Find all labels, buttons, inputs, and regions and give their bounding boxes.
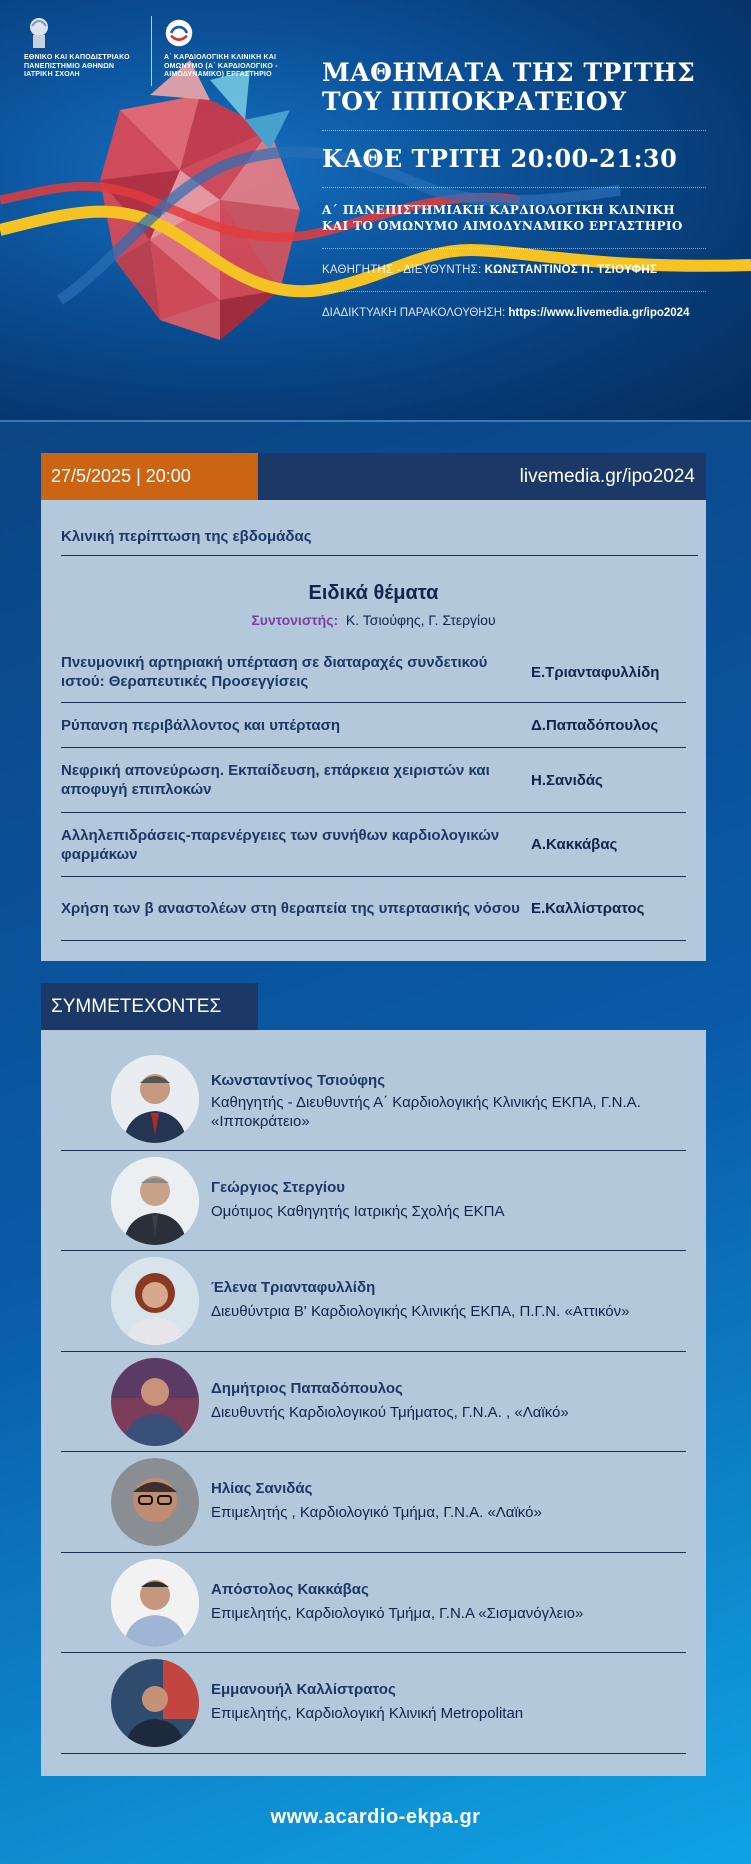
divider — [322, 187, 706, 188]
talk-row — [61, 813, 686, 877]
session-bar — [41, 453, 706, 500]
participant-role: Επιμελητής, Καρδιολογικό Τμήμα, Γ.Ν.Α «Σισμανόγλειο» — [211, 1605, 584, 1622]
participant — [61, 1151, 686, 1251]
participant-role: Επιμελητής , Καρδιολογικό Τμήμα, Γ.Ν.Α. «Λαϊκό» — [211, 1504, 542, 1521]
participant — [61, 1653, 686, 1754]
logo-divider — [151, 16, 152, 86]
stream-label: ΔΙΑΔΙΚΤΥΑΚΗ ΠΑΡΑΚΟΛΟΥΘΗΣΗ: — [322, 307, 506, 319]
avatar — [111, 1358, 199, 1446]
divider — [322, 291, 706, 292]
talk-speaker: Ε.Καλλίστρατος — [531, 900, 645, 917]
clinic-line-2: ΚΑΙ ΤΟ ΟΜΩΝΥΜΟ ΑΙΜΟΔΥΝΑΜΙΚΟ ΕΡΓΑΣΤΗΡΙΟ — [322, 219, 683, 233]
participant-name: Ηλίας Σανιδάς — [211, 1480, 313, 1497]
stream-line — [322, 306, 706, 320]
avatar — [111, 1157, 199, 1245]
person-photo-icon — [111, 1659, 199, 1747]
stream-url-link[interactable]: https://www.livemedia.gr/ipo2024 — [508, 307, 690, 319]
talk-row — [61, 748, 686, 813]
participant-name: Έλενα Τριανταφυλλίδη — [211, 1279, 376, 1296]
person-photo-icon — [111, 1458, 199, 1546]
participant-name: Κωνσταντίνος Τσιούφης — [211, 1072, 386, 1089]
participant-name: Απόστολος Κακκάβας — [211, 1581, 369, 1598]
footer-website-link[interactable]: www.acardio-ekpa.gr — [270, 1806, 481, 1828]
person-photo-icon — [111, 1358, 199, 1446]
talk-row — [61, 877, 686, 941]
person-photo-icon — [111, 1257, 199, 1345]
talk-speaker: Η.Σανιδάς — [531, 771, 603, 789]
clinic-emblem-icon — [164, 16, 194, 50]
clinic-logo-text: Α΄ ΚΑΡΔΙΟΛΟΓΙΚΗ ΚΛΙΝΙΚΗ ΚΑΙ ΟΜΩΝΥΜΟ (Α΄ ΚΑΡΔΙΟΛΟΓΙΚΟ - ΑΙΜΟΔΥΝΑΜΙΚΟ) ΕΡΓΑΣΤΗΡΙΟ — [164, 54, 278, 78]
participant-role: Επιμελητής, Καρδιολογική Κλινική Metropolitan — [211, 1705, 524, 1722]
professor-name: ΚΩΝΣΤΑΝΤΙΝΟΣ Π. ΤΣΙΟΥΦΗΣ — [484, 264, 658, 276]
participant-role: Καθηγητής - Διευθυντής Α΄ Καρδιολογικής Κλινικής ΕΚΠΑ, Γ.Ν.Α. «Ιπποκράτειο» — [211, 1094, 641, 1130]
main-title — [322, 58, 706, 116]
participant — [61, 1553, 686, 1653]
divider — [322, 130, 706, 131]
title-line-1: ΜΑΘΗΜΑΤΑ ΤΗΣ ΤΡΙΤΗΣ — [322, 58, 696, 87]
participant — [61, 1050, 686, 1151]
avatar — [111, 1458, 199, 1546]
session-link[interactable]: livemedia.gr/ipo2024 — [519, 466, 695, 487]
program-panel — [41, 500, 706, 961]
case-of-week: Κλινική περίπτωση της εβδομάδας — [61, 528, 698, 556]
talk-title: Πνευμονική αρτηριακή υπέρταση σε διαταραχές συνδετικού ιστού: Θεραπευτικές Προσεγγίσεις — [61, 654, 488, 690]
talk-title: Νεφρική απονεύρωση. Εκπαίδευση, επάρκεια χειριστών και αποφυγή επιπλοκών — [61, 762, 490, 798]
session-date: 27/5/2025 | 20:00 — [41, 453, 258, 500]
clinic-name — [322, 202, 706, 234]
talk-speaker: Δ.Παπαδόπουλος — [531, 716, 659, 734]
avatar — [111, 1055, 199, 1143]
talk-speaker: Ε.Τριανταφυλλίδη — [531, 663, 660, 681]
avatar — [111, 1257, 199, 1345]
participants-panel — [41, 1030, 706, 1776]
participant-name: Δημήτριος Παπαδόπουλος — [211, 1380, 403, 1397]
person-photo-icon — [111, 1559, 199, 1647]
avatar — [111, 1659, 199, 1747]
person-photo-icon — [111, 1157, 199, 1245]
participant-role: Διευθυντής Καρδιολογικού Τμήματος, Γ.Ν.Α. , «Λαϊκό» — [211, 1404, 569, 1421]
university-emblem-icon — [24, 16, 54, 50]
coordinator-label: Συντονιστής: — [251, 612, 339, 628]
talk-title: Αλληλεπιδράσεις-παρενέργειες των συνήθων καρδιολογικών φαρμάκων — [61, 826, 500, 863]
talk-speaker: Α.Κακκάβας — [531, 836, 618, 853]
clinic-line-1: Α΄ ΠΑΝΕΠΙΣΤΗΜΙΑΚΗ ΚΑΡΔΙΟΛΟΓΙΚΗ ΚΛΙΝΙΚΗ — [322, 203, 675, 217]
participant-name: Γεώργιος Στεργίου — [211, 1179, 345, 1196]
professor-label: ΚΑΘΗΓΗΤΗΣ - ΔΙΕΥΘΥΝΤΗΣ: — [322, 264, 482, 276]
header-info — [322, 58, 706, 320]
person-photo-icon — [111, 1055, 199, 1143]
coordinators — [41, 612, 706, 628]
talk-title: Ρύπανση περιβάλλοντος και υπέρταση — [61, 716, 340, 734]
participant — [61, 1352, 686, 1452]
special-topics-title: Ειδικά θέματα — [308, 582, 439, 604]
participant — [61, 1251, 686, 1352]
university-logo-text: ΕΘΝΙΚΟ ΚΑΙ ΚΑΠΟΔΙΣΤΡΙΑΚΟ ΠΑΝΕΠΙΣΤΗΜΙΟ ΑΘΗΝΩΝ ΙΑΤΡΙΚΗ ΣΧΟΛΗ — [24, 54, 130, 78]
professor-line — [322, 263, 706, 277]
talk-title: Χρήση των β αναστολέων στη θεραπεία της υπερτασικής νόσου — [61, 900, 520, 917]
coordinator-names: Κ. Τσιούφης, Γ. Στεργίου — [345, 612, 496, 628]
participants-heading: ΣΥΜΜΕΤΕΧΟΝΤΕΣ — [41, 983, 258, 1030]
participant-role: Διευθύντρια Β' Καρδιολογικής Κλινικής ΕΚΠΑ, Π.Γ.Ν. «Αττικόν» — [211, 1303, 630, 1320]
divider — [322, 248, 706, 249]
participant — [61, 1452, 686, 1553]
participant-name: Εμμανουήλ Καλλίστρατος — [211, 1681, 396, 1698]
title-line-2: ΤΟΥ ΙΠΠΟΚΡΑΤΕΙΟΥ — [322, 87, 627, 116]
talk-row — [61, 642, 686, 703]
avatar — [111, 1559, 199, 1647]
logos — [24, 16, 294, 96]
schedule: ΚΑΘΕ ΤΡΙΤΗ 20:00-21:30 — [322, 144, 678, 173]
header-banner — [0, 0, 751, 422]
participant-role: Ομότιμος Καθηγητής Ιατρικής Σχολής ΕΚΠΑ — [211, 1203, 505, 1220]
university-logo — [24, 16, 139, 80]
clinic-logo — [164, 16, 294, 80]
talk-row — [61, 703, 686, 748]
